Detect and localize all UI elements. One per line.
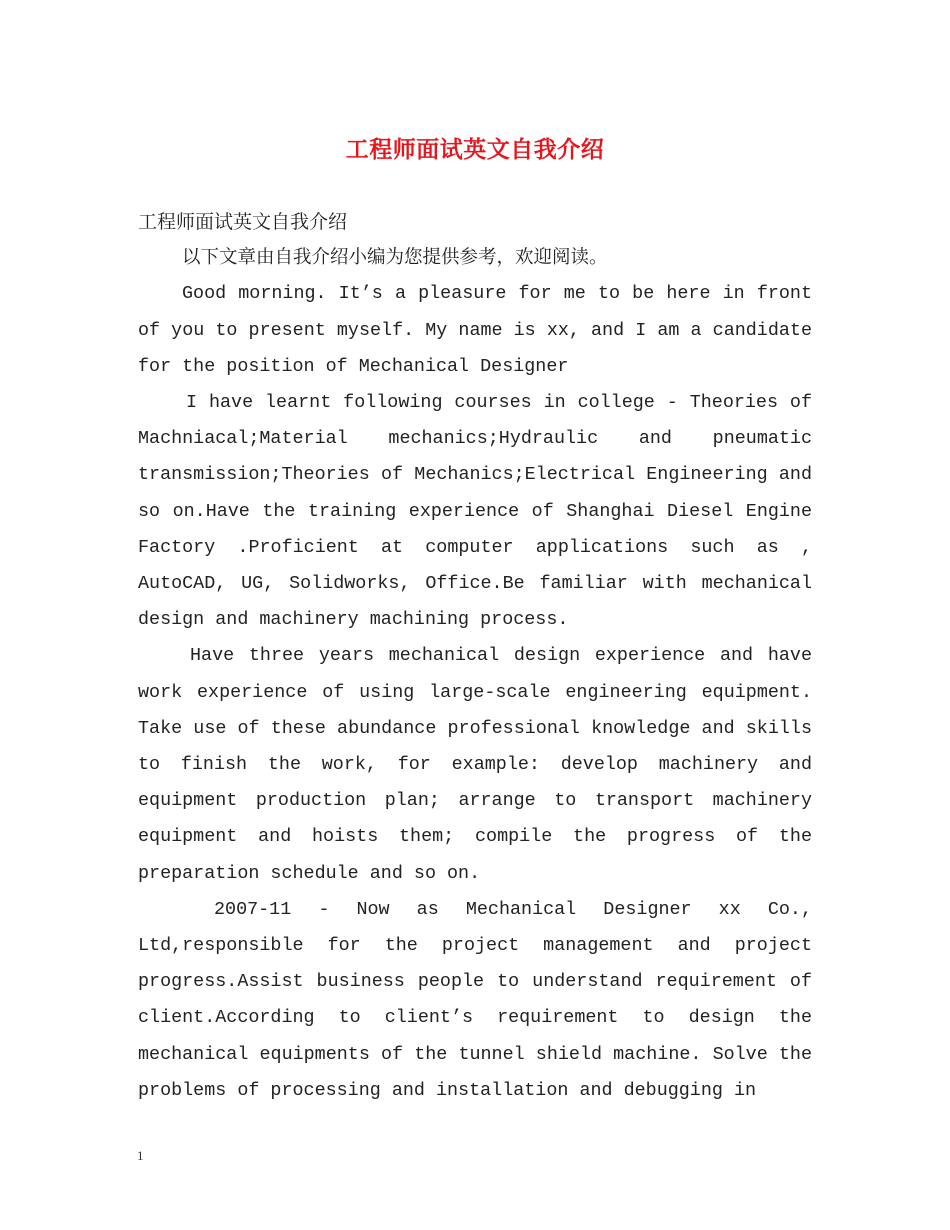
- document-body: [138, 204, 812, 1109]
- paragraph-courses: I have learnt following courses in college - Theories of Machniacal;Material mechanics;Hydraulic and pneumatic transmission;Theories of Mechanics;Electrical Engineering and so on.Have the training experience of Shanghai Diesel Engine Factory .Proficient at computer applications such as , AutoCAD, UG, Solidworks, Office.Be familiar with mechanical design and machinery machining process.: [138, 392, 812, 631]
- paragraph-employment: 2007-11 - Now as Mechanical Designer xx Co., Ltd,responsible for the project management and project progress.Assist business people to understand requirement of client.According to client’s requirement to design the mechanical equipments of the tunnel shield machine. Solve the problems of processing and installation and debugging in: [138, 898, 812, 1101]
- intro-line: 以下文章由自我介绍小编为您提供参考，欢迎阅读。: [182, 247, 608, 269]
- paragraph-greeting: Good morning. It’s a pleasure for me to be here in front of you to present myself. My name is xx, and I am a candidate for the position of Mechanical Designer: [138, 283, 812, 377]
- page-number: 1: [137, 1148, 144, 1163]
- paragraph-experience: Have three years mechanical design experience and have work experience of using large-scale engineering equipment. Take use of these abundance professional knowledge and skills to finish the work, for example: develop machinery and equipment production plan; arrange to transport machinery equipment and hoists them; compile the progress of the preparation schedule and so on.: [138, 645, 812, 884]
- document-title: 工程师面试英文自我介绍: [345, 137, 605, 163]
- section-heading: 工程师面试英文自我介绍: [138, 211, 348, 233]
